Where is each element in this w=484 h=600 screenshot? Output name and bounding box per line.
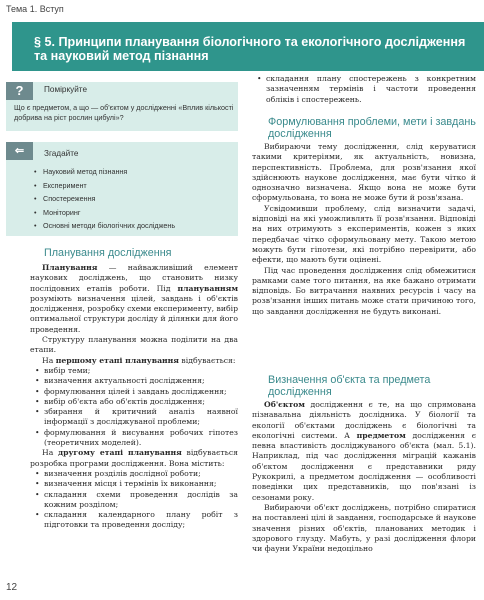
stage1-list [30, 366, 238, 448]
section-header [12, 22, 484, 71]
list-item: • визначення розділів дослідної роботи; [44, 469, 238, 479]
text-run: відбувається розробка програми дослідження. Вона містить: [30, 448, 238, 468]
list-item: • визначення актуальності дослідження; [44, 376, 238, 386]
remember-title: Згадайте [44, 149, 79, 158]
term: першому етапі планування [55, 355, 179, 365]
back-arrow-icon: ⇐ [6, 142, 33, 160]
paragraph [30, 356, 238, 366]
paragraph: Усвідомивши проблему, слід визначити задачі, відповіді на які уможливлять її розв'язання. Відповіді на них отримують з експериментів, кожен з яких передбачає чітко сформульовану мету. Такою метою можуть бути гіпотези, які потрібно перевірити, або ефекти, що мають бути оцінені. [252, 203, 476, 265]
paragraph: Структуру планування можна поділити на два етапи. [30, 335, 238, 355]
stage2-list-continued [252, 74, 476, 105]
paragraph [30, 263, 238, 335]
text-run: дослідження є те, на що спрямована пізнавальна діяльність дослідника. У біології та екології об'єктами досліджень є біологічні та екологічні системи. А [252, 400, 476, 440]
list-item: • Науковий метод пізнання [34, 165, 175, 179]
question-icon: ? [6, 82, 33, 100]
list-item: • складання схеми проведення дослідів за кожним розділом; [44, 490, 238, 511]
paragraph [252, 400, 476, 503]
paragraph: Вибираючи тему дослідження, слід керуватися такими критеріями, як актуальність, новизна, перспективність. Проблема, для розв'язання якої здійснюють наукове дослідження, має бути чітко й однозначно визначена. Якщо вона не може бути сформульована, то вона не може бути й розв'язана. [252, 142, 476, 203]
right-column-text-2 [252, 400, 476, 554]
list-item: • Спостереження [34, 192, 175, 206]
text-run: дослідження є певна властивість досліджуваного об'єкта (мал. 5.1). Наприклад, під час дослідження міграцій кажанів об'єктом дослідження є представники ряду Рукокрилі, а предметом дослідження — особливості поведінки цих представників, що пов'язані із сезонами року. [252, 430, 477, 502]
remember-panel [6, 142, 238, 236]
list-item: • вибір теми; [44, 366, 238, 376]
right-column-text [252, 142, 476, 317]
text-run: розуміють визначення цілей, завдань і об'єктів дослідження, розробку схеми експерименту, вибір оптимальної структури досліду й ділянки для його проведення. [30, 293, 238, 334]
list-item: • збирання й критичний аналіз наявної інформації з досліджуваної проблеми; [44, 407, 238, 428]
list-item: • складання плану спостережень з конкретним зазначенням термінів і частоти проведення обліків і спостережень. [266, 74, 476, 105]
list-item: • Основні методи біологічних досліджень [34, 219, 175, 233]
list-item: • формулювання й висування робочих гіпотез (теоретичних моделей). [44, 428, 238, 449]
term: плануванням [177, 283, 238, 293]
paragraph [30, 448, 238, 469]
section-title: § 5. Принципи планування біологічного та екологічного дослідження та науковий метод пізнання [34, 35, 466, 63]
topic-label: Тема 1. Вступ [6, 4, 64, 14]
left-column-text [30, 263, 238, 531]
list-item: • Моніторинг [34, 206, 175, 220]
list-item: • Експеримент [34, 179, 175, 193]
text-run: На [42, 448, 59, 458]
text-run: відбувається: [178, 355, 236, 365]
term: предметом [356, 430, 406, 440]
paragraph: Вибираючи об'єкт досліджень, потрібно спиратися на поставлені цілі й завдання, господарське й наукове значення різних об'єктів, планованих методик і здорового глузду. Мабуть, у разі дослідження флори чи фауни України недоцільно [252, 502, 476, 554]
reflect-text: Що є предметом, а що — об'єктом у дослідженні «Вплив кількості добрива на ріст рослин цибулі»? [14, 103, 234, 122]
list-item: • визначення місця і термінів їх виконання; [44, 479, 238, 489]
page-number: 12 [6, 582, 18, 593]
planning-heading: Планування дослідження [44, 247, 172, 259]
list-item: • складання календарного плану робіт з підготовки та проведення досліду; [44, 510, 238, 531]
reflect-title: Поміркуйте [44, 85, 87, 94]
stage2-list [30, 469, 238, 531]
paragraph: Під час проведення дослідження слід обмежитися рамками саме того питання, на яке бажано отримати відповідь. Бо витрачання наявних ресурсів і часу на розв'язання інших питань може стати причиною того, що завдання дослідження не будуть виконані. [252, 265, 476, 316]
right-column-top [252, 74, 476, 105]
problem-heading: Формулювання проблеми, мети і завдань дослідження [268, 116, 476, 140]
object-heading: Визначення об'єкта та предмета дослідження [268, 374, 431, 398]
list-item: • формулювання цілей і завдань дослідження; [44, 387, 238, 397]
text-run: — найважливіший елемент наукових досліджень, що становить низку послідовних етапів роботи. Під [30, 263, 238, 293]
remember-list [34, 165, 175, 233]
term: другому етапі планування [58, 448, 182, 458]
reflect-panel [6, 82, 238, 131]
term: Об'єктом [264, 400, 305, 409]
text-run: На [42, 355, 56, 365]
term: Планування [42, 263, 98, 272]
list-item: • вибір об'єкта або об'єктів дослідження; [44, 397, 238, 407]
